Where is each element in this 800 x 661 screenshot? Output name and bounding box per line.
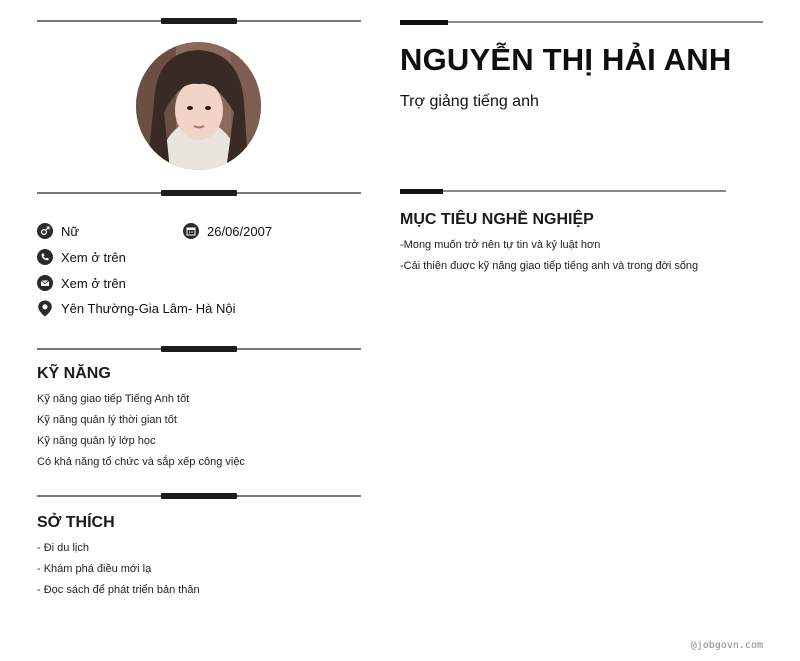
divider-top-right bbox=[400, 21, 763, 23]
hobbies-heading: SỞ THÍCH bbox=[37, 514, 115, 531]
calendar-icon bbox=[183, 223, 199, 239]
divider-above-hobbies bbox=[37, 495, 361, 497]
skills-heading: KỸ NĂNG bbox=[37, 365, 111, 382]
phone-icon bbox=[37, 249, 53, 265]
skill-item: Kỹ năng quản lý thời gian tốt bbox=[37, 414, 177, 426]
skills-list bbox=[37, 392, 245, 476]
objective-item: -Mong muốn trở nên tự tin và kỷ luật hơn bbox=[400, 239, 601, 251]
watermark: @jobgovn.com bbox=[690, 640, 763, 651]
email-value: Xem ở trên bbox=[61, 275, 126, 291]
gender-icon bbox=[37, 223, 53, 239]
birthdate-row bbox=[183, 223, 272, 239]
hobby-item: - Đọc sách để phát triển bản thân bbox=[37, 584, 200, 596]
divider-above-objective bbox=[400, 190, 726, 192]
gender-value: Nữ bbox=[61, 223, 80, 239]
objective-heading: MỤC TIÊU NGHỀ NGHIỆP bbox=[400, 211, 594, 228]
email-icon bbox=[37, 275, 53, 291]
location-pin-icon bbox=[37, 300, 53, 317]
skill-item: Kỹ năng giao tiếp Tiếng Anh tốt bbox=[37, 393, 190, 405]
phone-row bbox=[37, 249, 126, 265]
avatar bbox=[136, 42, 261, 170]
job-title: Trợ giảng tiếng anh bbox=[400, 93, 539, 110]
gender-row bbox=[37, 223, 79, 239]
address-value: Yên Thường-Gia Lâm- Hà Nội bbox=[61, 301, 236, 316]
objective-item: -Cải thiện đuợc kỹ năng giao tiếp tiếng anh và trong đời sống bbox=[400, 260, 699, 272]
email-row bbox=[37, 275, 126, 291]
birthdate-value: 26/06/2007 bbox=[207, 223, 273, 239]
hobby-item: - Khám phá điều mới lạ bbox=[37, 563, 152, 575]
candidate-name: NGUYỄN THỊ HẢI ANH bbox=[400, 42, 732, 77]
phone-value: Xem ở trên bbox=[61, 249, 126, 265]
objective-list bbox=[400, 238, 698, 280]
skill-item: Có khả năng tổ chức và sắp xếp công việc bbox=[37, 456, 245, 468]
skill-item: Kỹ năng quản lý lớp học bbox=[37, 435, 156, 447]
divider-top-left bbox=[37, 20, 361, 22]
divider-above-skills bbox=[37, 348, 361, 350]
hobbies-list bbox=[37, 541, 200, 604]
address-row bbox=[37, 300, 236, 317]
hobby-item: - Đi du lịch bbox=[37, 542, 89, 554]
divider-below-avatar bbox=[37, 192, 361, 194]
